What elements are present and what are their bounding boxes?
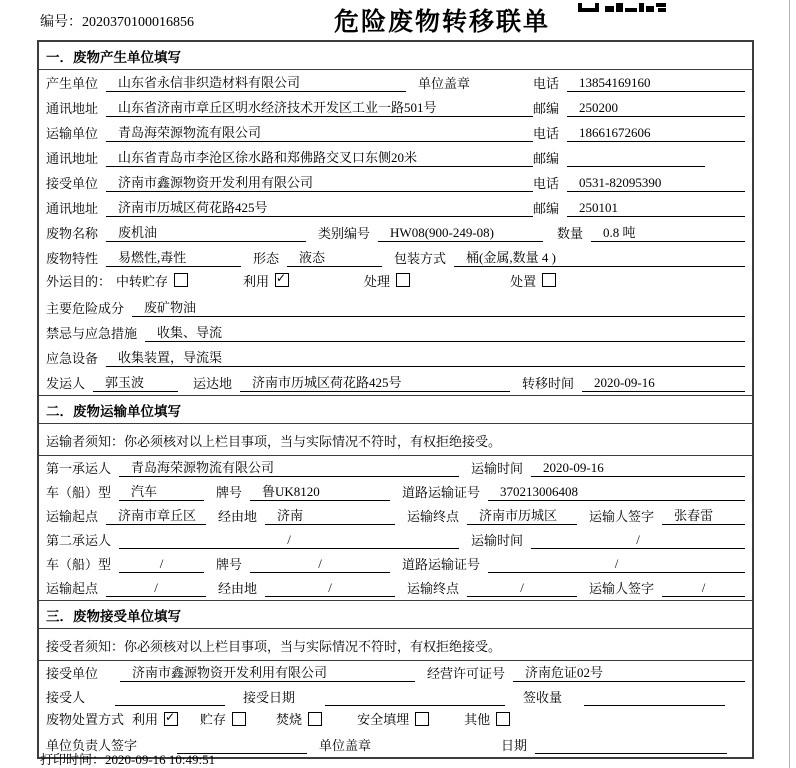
equipment-row — [39, 345, 752, 370]
plate2-value: / — [250, 555, 390, 573]
origin2-value: / — [106, 579, 206, 597]
unit-seal-label: 单位盖章 — [418, 76, 471, 91]
carrier2-value: / — [119, 531, 459, 549]
character-label: 废物特性 — [46, 251, 99, 266]
disposal-incinerate-checkbox — [308, 712, 322, 726]
via1-value: 济南 — [265, 507, 395, 525]
sign2-label: 运输人签字 — [589, 581, 655, 596]
carrier1-value: 青岛海荣源物流有限公司 — [119, 459, 459, 477]
origin1-value: 济南市章丘区 — [106, 507, 206, 525]
disposal-label: 废物处置方式 — [46, 712, 125, 727]
manifest-table — [37, 40, 754, 759]
print-time-value: 2020-09-16 10:49:51 — [105, 752, 216, 767]
receiver-value: 济南市鑫源物资开发利用有限公司 — [106, 174, 533, 192]
accept-date-value — [325, 688, 505, 706]
transporter-notice: 运输者须知：你必须核对以上栏目事项，当与实际情况不符时，有权拒绝接受。 — [39, 424, 752, 456]
vehicle1-label: 车（船）型 — [46, 485, 112, 500]
transport-time1-label: 运输时间 — [471, 461, 524, 476]
receiver-label: 接受单位 — [46, 176, 99, 191]
hazard-value: 废矿物油 — [132, 299, 745, 317]
emergency-label: 禁忌与应急措施 — [46, 326, 138, 341]
vehicle2-value: / — [119, 555, 204, 573]
vehicle1-value: 汽车 — [119, 483, 204, 501]
origin1-label: 运输起点 — [46, 509, 99, 524]
date-value — [535, 736, 727, 754]
plate2-label: 牌号 — [216, 557, 243, 572]
phone1-label: 电话 — [533, 76, 560, 91]
zip3-value: 250101 — [567, 199, 745, 217]
receiver-notice: 接受者须知：你必须核对以上栏目事项，当与实际情况不符时，有权拒绝接受。 — [39, 629, 752, 661]
sign1-value: 张春雷 — [662, 507, 745, 525]
destination-value: 济南市历城区荷花路425号 — [240, 374, 510, 392]
address3-label: 通讯地址 — [46, 201, 99, 216]
address1-value: 山东省济南市章丘区明水经济技术开发区工业一路501号 — [106, 99, 533, 117]
phone2-value: 18661672606 — [567, 124, 745, 142]
accept-date-label: 接受日期 — [243, 690, 296, 705]
form-label: 形态 — [253, 251, 280, 266]
carrier2-label: 第二承运人 — [46, 533, 112, 548]
equipment-value: 收集装置，导流渠 — [106, 349, 745, 367]
emergency-row — [39, 320, 752, 345]
category-label: 类别编号 — [318, 226, 371, 241]
carrier2-row — [39, 528, 752, 552]
phone1-value: 13854169160 — [567, 74, 745, 92]
acceptor-label: 接受人 — [46, 690, 86, 705]
road-cert2-label: 道路运输证号 — [402, 557, 481, 572]
quantity-value: 0.8 吨 — [591, 224, 745, 242]
disposal-utilize-checkbox — [164, 712, 178, 726]
disposal-other-checkbox — [496, 712, 510, 726]
shipper-value: 郭玉波 — [93, 374, 178, 392]
transporter-value: 青岛海荣源物流有限公司 — [106, 124, 533, 142]
vehicle2-row — [39, 552, 752, 576]
purpose-option-utilize — [243, 271, 289, 290]
zip2-label: 邮编 — [533, 151, 560, 166]
shipper-label: 发运人 — [46, 376, 86, 391]
purpose-row — [39, 270, 752, 295]
terminal1-value: 济南市历城区 — [467, 507, 577, 525]
zip2-value — [567, 149, 705, 167]
terminal2-label: 运输终点 — [407, 581, 460, 596]
utilize-checkbox — [275, 273, 289, 287]
transfer-time-value: 2020-09-16 — [582, 374, 745, 392]
carrier1-label: 第一承运人 — [46, 461, 112, 476]
purpose-label: 外运目的： — [46, 273, 112, 289]
origin2-label: 运输起点 — [46, 581, 99, 596]
zip1-value: 250200 — [567, 99, 745, 117]
print-time-label: 打印时间： — [40, 752, 106, 767]
via1-label: 经由地 — [218, 509, 258, 524]
hazard-label: 主要危险成分 — [46, 301, 125, 316]
dispose-checkbox — [542, 273, 556, 287]
quantity-label: 数量 — [557, 226, 584, 241]
treat-checkbox — [396, 273, 410, 287]
disposal-row — [39, 709, 752, 733]
terminal1-label: 运输终点 — [407, 509, 460, 524]
transporter-address-row — [39, 145, 752, 170]
address2-label: 通讯地址 — [46, 151, 99, 166]
document-number — [40, 11, 194, 31]
section1-body — [39, 70, 752, 395]
destination-label: 运达地 — [193, 376, 233, 391]
permit-value: 济南危证02号 — [513, 664, 745, 682]
disposal-option-utilize — [132, 709, 178, 728]
qr-code-fragment — [578, 0, 666, 16]
disposal-option-storage — [200, 709, 246, 728]
section2-body — [39, 456, 752, 600]
section3-body — [39, 661, 752, 757]
transport-time2-label: 运输时间 — [471, 533, 524, 548]
packaging-label: 包装方式 — [394, 251, 447, 266]
received-qty-value — [584, 688, 725, 706]
producer-address-row — [39, 95, 752, 120]
producer-label: 产生单位 — [46, 76, 99, 91]
receiver-row — [39, 170, 752, 195]
form-value: 液态 — [287, 249, 382, 267]
purpose-option-treat — [364, 271, 410, 290]
vehicle2-label: 车（船）型 — [46, 557, 112, 572]
waste-name-label: 废物名称 — [46, 226, 99, 241]
disposal-incinerate-label: 焚烧 — [276, 712, 303, 727]
sign2-value: / — [662, 579, 745, 597]
terminal2-value: / — [467, 579, 577, 597]
disposal-landfill-checkbox — [415, 712, 429, 726]
sign1-label: 运输人签字 — [589, 509, 655, 524]
purpose-option-dispose — [510, 271, 556, 290]
equipment-label: 应急设备 — [46, 351, 99, 366]
acceptor-value — [115, 688, 225, 706]
receiver-seal-label: 单位盖章 — [319, 738, 372, 753]
utilize-label: 利用 — [243, 273, 270, 289]
purpose-option-transfer-storage — [116, 271, 188, 290]
disposal-option-incinerate — [276, 709, 322, 728]
section2-header: 二．废物运输单位填写 — [39, 395, 752, 424]
plate1-label: 牌号 — [216, 485, 243, 500]
via2-label: 经由地 — [218, 581, 258, 596]
plate1-value: 鲁UK8120 — [250, 483, 390, 501]
treat-label: 处理 — [364, 273, 391, 289]
disposal-storage-checkbox — [232, 712, 246, 726]
address2-value: 山东省青岛市李沧区徐水路和郑佛路交叉口东侧20米 — [106, 149, 533, 167]
disposal-landfill-label: 安全填埋 — [357, 712, 410, 727]
signer-label: 单位负责人签字 — [46, 738, 138, 753]
address1-label: 通讯地址 — [46, 101, 99, 116]
vehicle1-row — [39, 480, 752, 504]
waste-name-value: 废机油 — [106, 224, 306, 242]
via2-value: / — [265, 579, 395, 597]
disposal-storage-label: 贮存 — [200, 712, 227, 727]
category-value: HW08(900-249-08) — [378, 224, 543, 242]
road-cert2-value: / — [488, 555, 745, 573]
transport-time1-value: 2020-09-16 — [531, 459, 745, 477]
waste-character-row — [39, 245, 752, 270]
character-value: 易燃性,毒性 — [106, 249, 241, 267]
transfer-time-label: 转移时间 — [522, 376, 575, 391]
document-number-label: 编号： — [40, 15, 82, 30]
accept-unit-row — [39, 661, 752, 685]
road-cert1-value: 370213006408 — [488, 483, 745, 501]
dispose-label: 处置 — [510, 273, 537, 289]
document-number-value: 2020370100016856 — [82, 15, 194, 30]
carrier1-row — [39, 456, 752, 480]
hazard-row — [39, 295, 752, 320]
permit-label: 经营许可证号 — [427, 666, 506, 681]
emergency-value: 收集、导流 — [145, 324, 745, 342]
received-qty-label: 签收量 — [523, 690, 563, 705]
transfer-storage-label: 中转贮存 — [116, 273, 169, 289]
page-title: 危险废物转移联单 — [333, 8, 551, 36]
packaging-value: 桶(金属,数量 4 ) — [454, 249, 745, 267]
print-time — [40, 749, 215, 768]
receiver-address-row — [39, 195, 752, 220]
section3-header: 三．废物接受单位填写 — [39, 600, 752, 629]
phone3-value: 0531-82095390 — [567, 174, 745, 192]
zip3-label: 邮编 — [533, 201, 560, 216]
acceptor-row — [39, 685, 752, 709]
route2-row — [39, 576, 752, 600]
zip1-label: 邮编 — [533, 101, 560, 116]
accept-unit-value: 济南市鑫源物资开发利用有限公司 — [120, 664, 415, 682]
disposal-utilize-label: 利用 — [132, 712, 159, 727]
section1-header: 一．废物产生单位填写 — [39, 42, 752, 70]
waste-name-row — [39, 220, 752, 245]
phone2-label: 电话 — [533, 126, 560, 141]
transport-time2-value: / — [531, 531, 745, 549]
transfer-storage-checkbox — [174, 273, 188, 287]
producer-row — [39, 70, 752, 95]
disposal-other-label: 其他 — [464, 712, 491, 727]
accept-unit-label: 接受单位 — [46, 666, 99, 681]
disposal-option-other — [464, 709, 510, 728]
address3-value: 济南市历城区荷花路425号 — [106, 199, 533, 217]
disposal-option-landfill — [357, 709, 429, 728]
transporter-row — [39, 120, 752, 145]
route1-row — [39, 504, 752, 528]
producer-value: 山东省永信非织造材料有限公司 — [106, 74, 406, 92]
date-label: 日期 — [501, 738, 528, 753]
shipper-row — [39, 370, 752, 395]
road-cert1-label: 道路运输证号 — [402, 485, 481, 500]
phone3-label: 电话 — [533, 176, 560, 191]
page-edge-line — [789, 0, 790, 768]
transporter-label: 运输单位 — [46, 126, 99, 141]
